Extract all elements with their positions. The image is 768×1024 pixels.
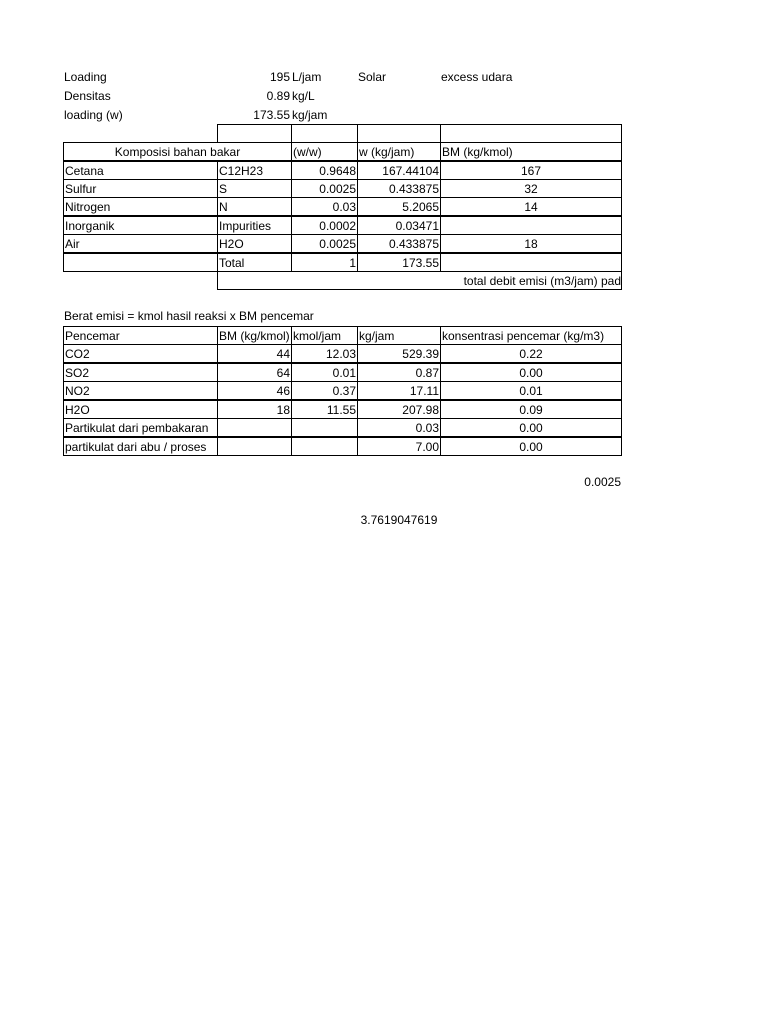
col-ww-header: (w/w) (291, 142, 358, 161)
loading-w-unit: kg/jam (292, 108, 328, 122)
component-w: 5.2065 (357, 197, 441, 216)
component-ww: 0.0025 (291, 179, 358, 198)
pollutant-bm: 18 (217, 400, 292, 419)
total-ww: 1 (291, 253, 358, 272)
emission-formula-note: Berat emisi = kmol hasil reaksi x BM pencemar (64, 309, 314, 323)
empty-cell (63, 253, 218, 272)
total-w: 173.55 (357, 253, 441, 272)
component-formula: S (217, 179, 292, 198)
pollutant-name: CO2 (63, 344, 218, 363)
pollutant-name: SO2 (63, 363, 218, 382)
col-w-header: w (kg/jam) (357, 142, 441, 161)
pollutant-bm: 64 (217, 363, 292, 382)
debit-emission-note: total debit emisi (m3/jam) pad (217, 271, 622, 290)
pollutant-bm: 44 (217, 344, 292, 363)
component-bm: 32 (440, 179, 622, 198)
excess-air-label: excess udara (441, 70, 513, 84)
pollutant-konsentrasi: 0.00 (440, 418, 622, 437)
pollutant-name: partikulat dari abu / proses (63, 437, 218, 456)
component-w: 0.433875 (357, 234, 441, 253)
empty-cell (357, 124, 441, 143)
fuel-label: Solar (358, 70, 387, 84)
component-formula: Impurities (217, 216, 292, 235)
pollutant-kmol: 0.37 (291, 381, 358, 400)
component-w: 0.03471 (357, 216, 441, 235)
pollutant-bm (217, 437, 292, 456)
pollutant-kmol (291, 418, 358, 437)
composition-title: Komposisi bahan bakar (63, 142, 292, 161)
pollutant-kg: 207.98 (357, 400, 441, 419)
loading-value: 195 (269, 70, 290, 84)
pollutant-kmol (291, 437, 358, 456)
density-label: Densitas (64, 89, 111, 103)
loading-w-value: 173.55 (253, 108, 290, 122)
total-label: Total (217, 253, 292, 272)
loading-label: Loading (64, 70, 107, 84)
component-formula: N (217, 197, 292, 216)
pollutant-bm (217, 418, 292, 437)
pollutant-konsentrasi: 0.09 (440, 400, 622, 419)
extra-value-2: 3.7619047619 (360, 513, 438, 527)
density-value: 0.89 (266, 89, 290, 103)
pollutant-kmol: 11.55 (291, 400, 358, 419)
pollutant-name: NO2 (63, 381, 218, 400)
component-name: Sulfur (63, 179, 218, 198)
empty-cell (440, 253, 622, 272)
component-formula: H2O (217, 234, 292, 253)
col-bm-header: BM (kg/kmol) (217, 326, 292, 345)
component-ww: 0.03 (291, 197, 358, 216)
component-name: Air (63, 234, 218, 253)
loading-unit: L/jam (292, 70, 322, 84)
pollutant-name: H2O (63, 400, 218, 419)
pollutant-kg: 7.00 (357, 437, 441, 456)
component-bm: 18 (440, 234, 622, 253)
empty-cell (440, 124, 622, 143)
component-ww: 0.0025 (291, 234, 358, 253)
pollutant-kg: 0.03 (357, 418, 441, 437)
col-konsentrasi-header: konsentrasi pencemar (kg/m3) (440, 326, 622, 345)
component-formula: C12H23 (217, 161, 292, 180)
component-w: 0.433875 (357, 179, 441, 198)
pollutant-kg: 529.39 (357, 344, 441, 363)
pollutant-name: Partikulat dari pembakaran (63, 418, 218, 437)
pollutant-kg: 17.11 (357, 381, 441, 400)
pollutant-konsentrasi: 0.00 (440, 437, 622, 456)
pollutant-kmol: 12.03 (291, 344, 358, 363)
pollutant-bm: 46 (217, 381, 292, 400)
component-bm: 14 (440, 197, 622, 216)
col-kg-header: kg/jam (357, 326, 441, 345)
empty-cell (217, 124, 292, 143)
component-bm (440, 216, 622, 235)
pollutant-konsentrasi: 0.00 (440, 363, 622, 382)
pollutant-kg: 0.87 (357, 363, 441, 382)
component-bm: 167 (440, 161, 622, 180)
density-unit: kg/L (292, 89, 315, 103)
pollutant-konsentrasi: 0.22 (440, 344, 622, 363)
pollutant-konsentrasi: 0.01 (440, 381, 622, 400)
col-kmol-header: kmol/jam (291, 326, 358, 345)
pollutant-kmol: 0.01 (291, 363, 358, 382)
component-w: 167.44104 (357, 161, 441, 180)
loading-w-label: loading (w) (64, 108, 123, 122)
empty-cell (291, 124, 358, 143)
col-pencemar-header: Pencemar (63, 326, 218, 345)
extra-value-1: 0.0025 (584, 475, 621, 489)
component-name: Cetana (63, 161, 218, 180)
component-name: Inorganik (63, 216, 218, 235)
col-bm-header: BM (kg/kmol) (440, 142, 622, 161)
component-ww: 0.9648 (291, 161, 358, 180)
component-ww: 0.0002 (291, 216, 358, 235)
component-name: Nitrogen (63, 197, 218, 216)
